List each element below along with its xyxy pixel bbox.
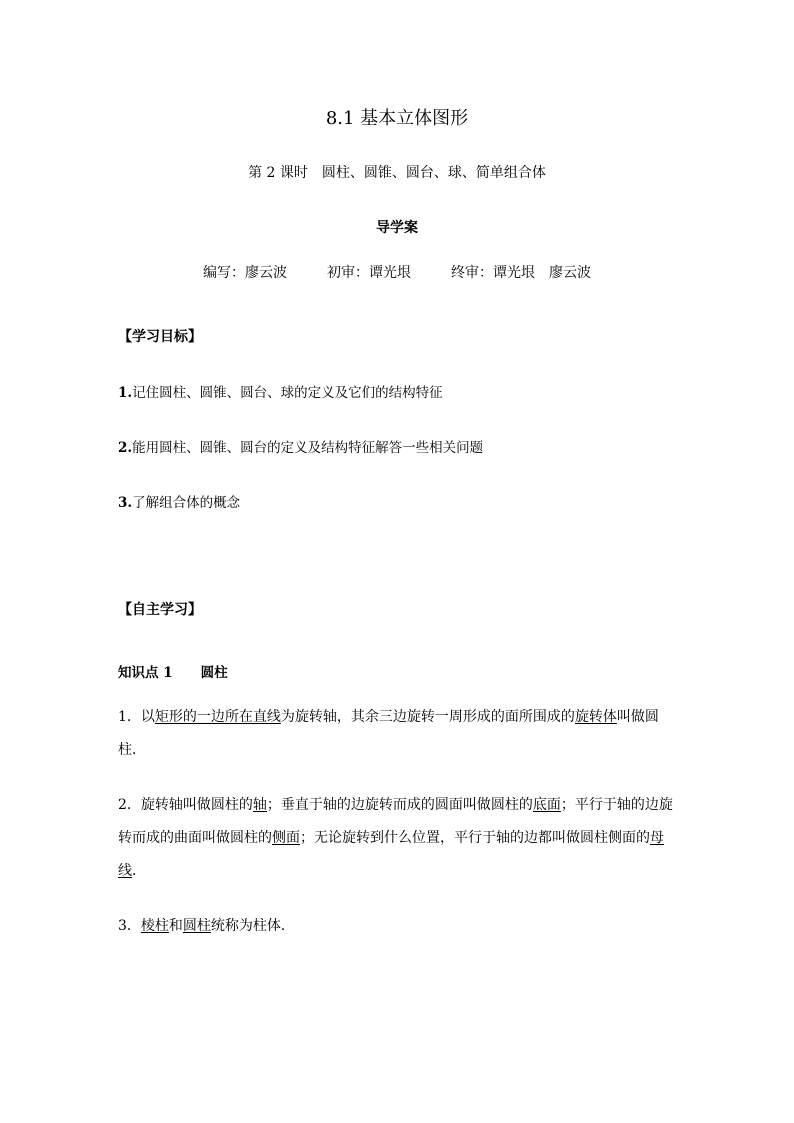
paragraph-2 [118,789,678,888]
underlined-term: 旋转体 [574,709,617,725]
lesson-subtitle [0,162,794,182]
text-run: 为旋转轴，其余三边旋转一周形成的面所围成的 [280,709,575,725]
goal-number: 2. [118,440,133,456]
knowledge-point-heading [118,661,228,681]
text-run: 旋转轴叫做圆柱的 [140,797,253,813]
underlined-term: 棱柱 [140,918,169,934]
author-line [0,262,794,282]
text-run: 叫做圆柱． [118,709,659,758]
self-study-heading: 【自主学习】 [118,602,202,618]
first-reviewer: 初审：谭光垠 [327,265,411,281]
text-run: ；平行于轴的边旋转而成的曲面叫做圆柱的 [118,797,673,846]
text-run: ；无论旋转到什么位置，平行于轴的边都叫做圆柱侧面的 [300,830,650,846]
text-run: 以 [140,709,155,725]
final-reviewer: 终审：谭光垠 廖云波 [451,265,591,281]
lesson-number: 第 2 课时 [248,165,308,181]
author: 编写：廖云波 [203,265,287,281]
goal-item [118,381,443,401]
paragraph-3 [118,910,678,943]
document-type: 导学案 [376,220,418,236]
document-title: 8.1 基本立体图形 [325,108,469,129]
underlined-term: 圆柱 [182,918,211,934]
goal-text: 能用圆柱、圆锥、圆台的定义及结构特征解答一些相关问题 [132,440,484,456]
underlined-term: 矩形的一边所在直线 [154,709,281,725]
underlined-term: 底面 [532,797,561,813]
goal-text: 了解组合体的概念 [132,495,241,511]
goal-item [118,436,483,456]
text-run: ． [132,863,146,879]
text-run: 统称为柱体． [210,918,295,934]
lesson-topic: 圆柱、圆锥、圆台、球、简单组合体 [321,165,546,181]
goal-number: 1. [118,385,133,401]
goals-heading: 【学习目标】 [118,329,202,345]
paragraph-number: 1． [118,709,141,725]
underlined-term: 轴 [252,797,267,813]
paragraph-number: 3． [118,918,141,934]
knowledge-point-title: 圆柱 [200,665,228,681]
text-run: 和 [168,918,183,934]
goal-number: 3. [118,495,133,511]
text-run: ；垂直于轴的边旋转而成的圆面叫做圆柱的 [266,797,533,813]
underlined-term: 侧面 [272,830,300,846]
goal-item [118,491,240,511]
paragraph-1 [118,701,678,767]
knowledge-point-label: 知识点 1 [118,665,173,681]
paragraph-number: 2． [118,797,141,813]
underlined-term: 母线 [118,830,664,879]
goal-text: 记住圆柱、圆锥、圆台、球的定义及它们的结构特征 [132,385,443,401]
